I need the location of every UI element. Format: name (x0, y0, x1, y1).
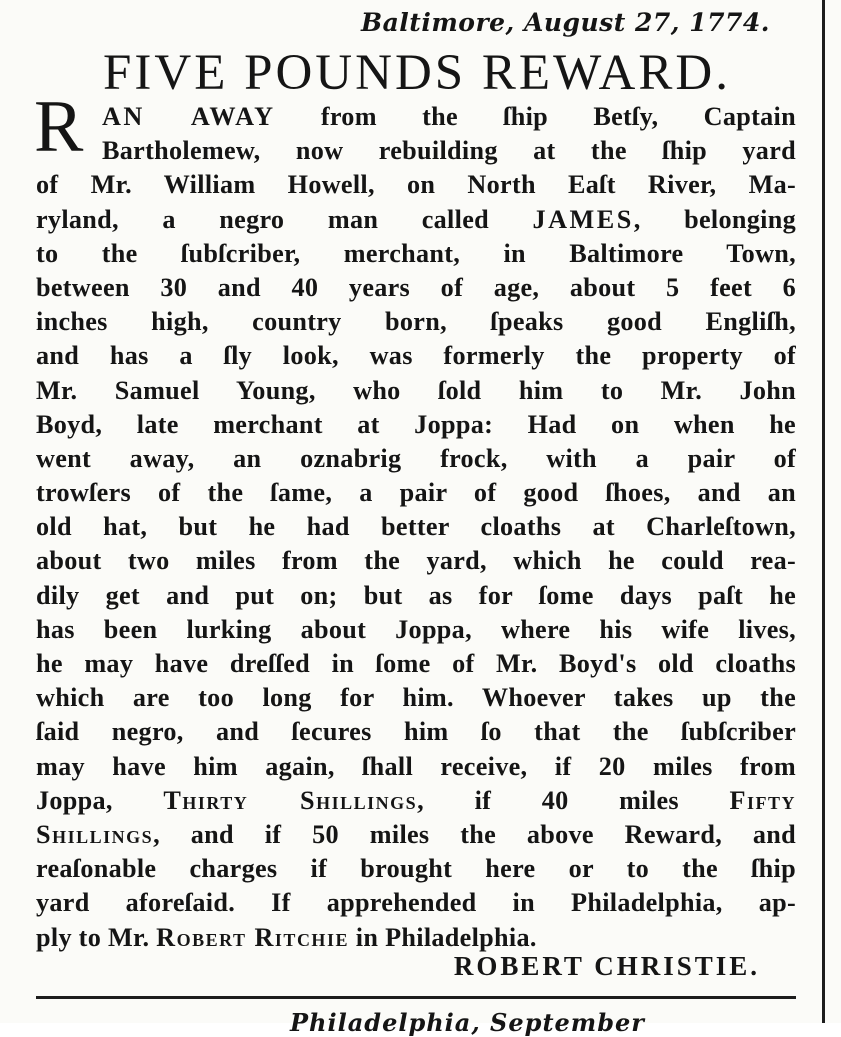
text-run: in Philadelphia. (348, 922, 537, 952)
body-line (36, 442, 796, 476)
body-line (36, 681, 796, 715)
advertisement-body (36, 100, 796, 955)
text-run: old hat, but he had better cloaths at Charleſtown, (36, 512, 796, 542)
text-run: AN AWAY (102, 102, 276, 131)
body-line (36, 100, 796, 134)
body-line (36, 237, 796, 271)
text-run: reaſonable charges if brought here or to the ſhip (36, 854, 796, 884)
body-line (36, 886, 796, 920)
body-line (36, 203, 796, 237)
text-run: Thirty Shillings (163, 785, 418, 815)
text-run: has been lurking about Joppa, where his wife lives, (36, 614, 796, 644)
text-run: ply to Mr. (36, 922, 157, 952)
text-run: he may have dreſſed in ſome of Mr. Boyd's old cloaths (36, 649, 796, 678)
column-rule-right (822, 0, 825, 1023)
signature: ROBERT CHRISTIE. (453, 951, 760, 981)
body-line (36, 784, 796, 818)
text-run: Bartholemew, now rebuilding at the ſhip yard (102, 136, 796, 166)
text-run: ſaid negro, and ſecures him ſo that the ſubſcriber (36, 717, 796, 747)
text-run: , belonging (633, 204, 796, 234)
next-section-heading: Philadelphia, September (290, 1008, 645, 1037)
text-run: JAMES (532, 204, 634, 234)
text-run: Joppa, (36, 785, 164, 815)
body-line (36, 339, 796, 373)
text-run: may have him again, ſhall receive, if 20 miles from (36, 751, 796, 781)
body-line (36, 305, 796, 339)
text-run: and has a ſly look, was formerly the property of (36, 341, 796, 371)
text-run: Robert Ritchie (156, 922, 349, 952)
body-line (36, 613, 796, 647)
text-run: , if 40 miles (417, 785, 730, 815)
body-line (36, 408, 796, 442)
body-line (36, 852, 796, 886)
text-run: ryland, a negro man called (36, 204, 533, 234)
text-run: Boyd, late merchant at Joppa: Had on when he (36, 409, 796, 439)
body-line (36, 579, 796, 613)
text-run: inches high, country born, ſpeaks good Engliſh, (36, 307, 796, 337)
body-line (36, 750, 796, 784)
body-line (36, 510, 796, 544)
text-run: went away, an oznabrig frock, with a pair of (36, 443, 796, 473)
body-line (36, 647, 796, 681)
text-run: trowſers of the ſame, a pair of good ſhoes, and an (36, 478, 796, 508)
text-run: from the ſhip Betſy, Captain (275, 102, 796, 131)
body-line (36, 476, 796, 510)
dateline: Baltimore, August 27, 1774. (360, 8, 770, 37)
text-run: which are too long for him. Whoever takes up the (36, 683, 796, 713)
body-line (36, 271, 796, 305)
section-divider (36, 996, 796, 999)
drop-cap: R (34, 86, 84, 168)
text-run: of Mr. William Howell, on North Eaſt River, Ma- (36, 170, 796, 200)
headline: FIVE POUNDS REWARD. (103, 45, 731, 101)
body-line (36, 818, 796, 852)
text-run: about two miles from the yard, which he could rea- (36, 546, 796, 576)
body-line (36, 374, 796, 408)
text-run: Fifty (729, 785, 796, 815)
text-run: Shillings (36, 819, 154, 849)
text-run: yard aforeſaid. If apprehended in Philadelphia, ap- (36, 888, 796, 918)
body-line (36, 134, 796, 168)
body-line (36, 168, 796, 202)
body-line (36, 715, 796, 749)
text-run: between 30 and 40 years of age, about 5 feet 6 (36, 272, 796, 302)
text-run: Mr. Samuel Young, who ſold him to Mr. John (36, 375, 796, 405)
text-run: dily get and put on; but as for ſome days paſt he (36, 580, 796, 610)
body-line (36, 921, 796, 955)
text-run: to the ſubſcriber, merchant, in Baltimore Town, (36, 238, 796, 268)
body-line (36, 544, 796, 578)
text-run: , and if 50 miles the above Reward, and (153, 819, 796, 849)
